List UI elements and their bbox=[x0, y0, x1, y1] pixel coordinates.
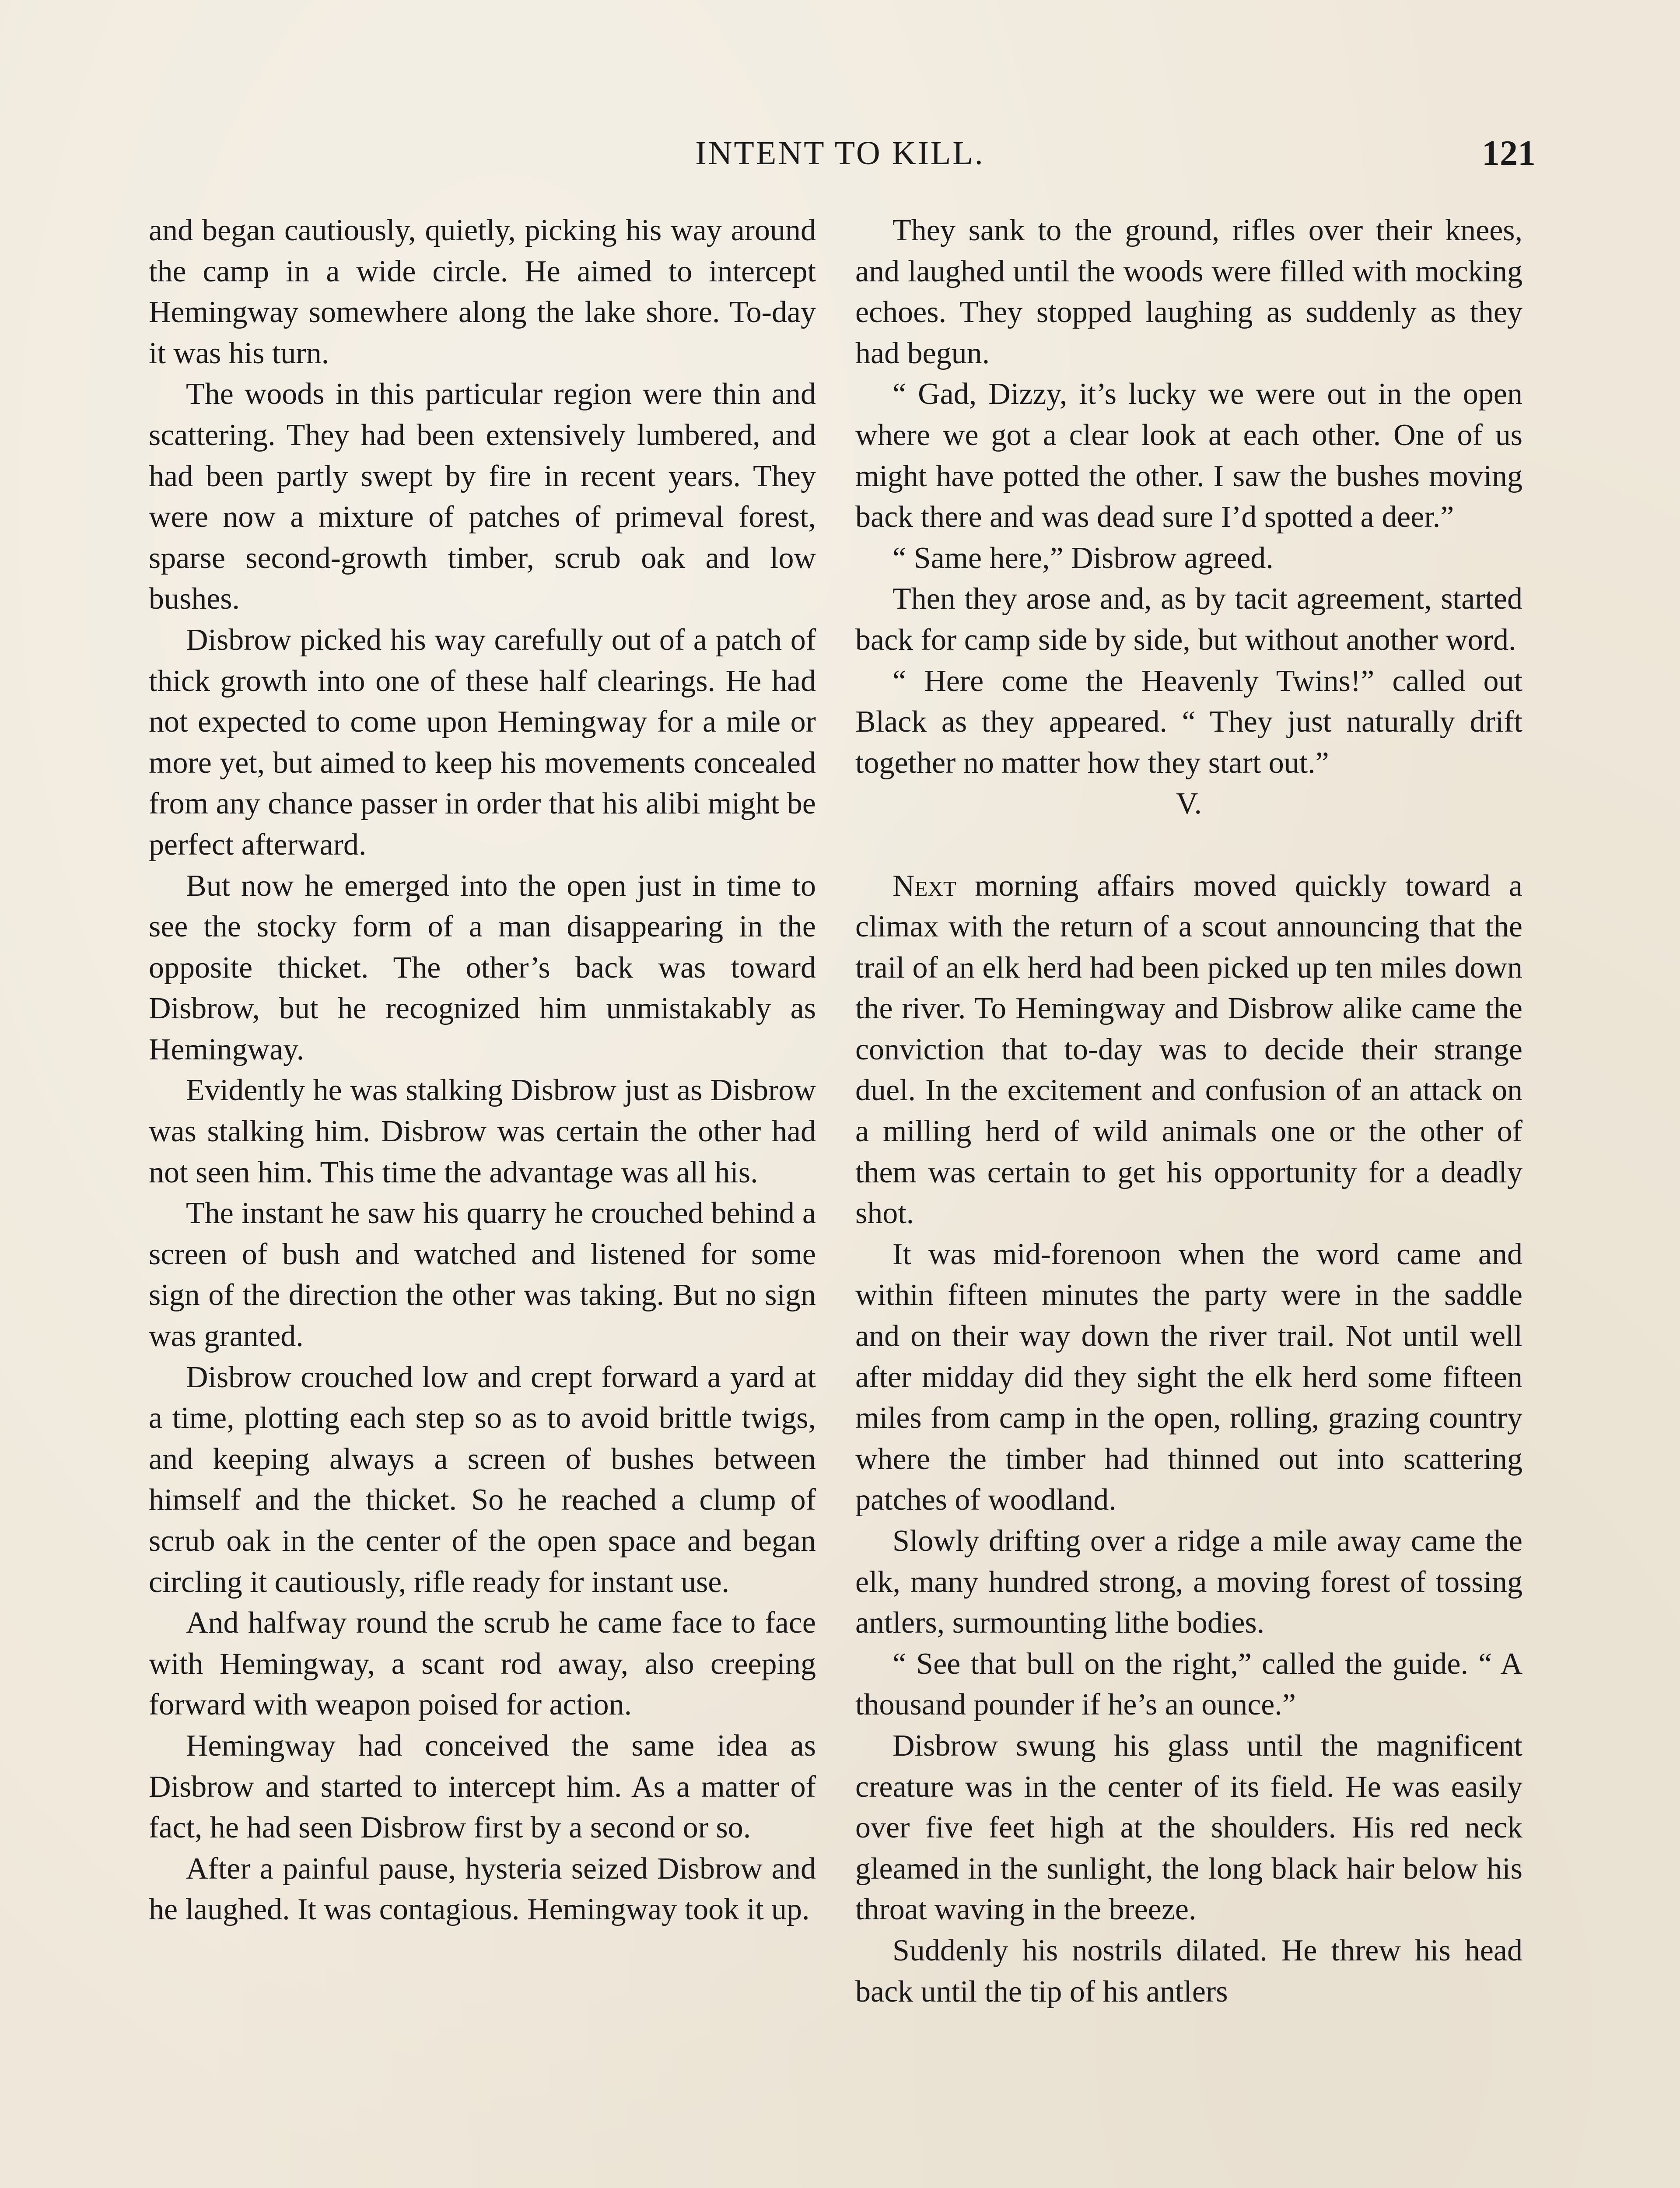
paragraph: After a painful pause, hysteria seized Disbrow and he laughed. It was contagious. Hemingway took it up. bbox=[149, 1851, 816, 1927]
paragraph: “ See that bull on the right,” called the guide. “ A thousand pounder if he’s an ounce.” bbox=[855, 1647, 1522, 1722]
paragraph: Suddenly his nostrils dilated. He threw his head back until the tip of his antlers bbox=[855, 1933, 1522, 2009]
paragraph: “ Here come the Heavenly Twins!” called out Black as they appeared. “ They just naturally drift together no matter how they start out.” bbox=[855, 664, 1522, 780]
paragraph: Disbrow crouched low and crept forward a yard at a time, plotting each step so as to avoid brittle twigs, and keeping always a screen of bushes between himself and the thicket. So he reached a clump of scrub oak in the center of the open space and began circling it cautiously, rifle ready for instant use. bbox=[149, 1360, 816, 1599]
paragraph: Disbrow picked his way carefully out of a patch of thick growth into one of these half clearings. He had not expected to come upon Hemingway for a mile or more yet, but aimed to keep his movements concealed from any chance passer in order that his alibi might be perfect afterward. bbox=[149, 623, 816, 862]
paragraph: The woods in this particular region were thin and scattering. They had been extensively lumbered, and had been partly swept by fire in recent years. They were now a mixture of patches of primeval forest, sparse second-growth timber, scrub oak and low bushes. bbox=[149, 377, 816, 616]
paragraph: Hemingway had conceived the same idea as Disbrow and started to intercept him. As a matter of fact, he had seen Disbrow first by a second or so. bbox=[149, 1729, 816, 1845]
running-head bbox=[0, 129, 1680, 177]
paragraph-text: morning affairs moved quickly toward a climax with the return of a scout announcing that the trail of an elk herd had been picked up ten miles down the river. To Hemingway and Disbrow alike came the conviction that to-day was to decide their strange duel. In the excitement and confusion of an attack on a milling herd of wild animals one or the other of them was certain to get his opportunity for a deadly shot. bbox=[855, 869, 1522, 1231]
page-number: 121 bbox=[1482, 133, 1536, 173]
right-column bbox=[855, 210, 1522, 2012]
paragraph: Then they arose and, as by tacit agreement, started back for camp side by side, but without another word. bbox=[855, 582, 1522, 657]
paragraph: Disbrow swung his glass until the magnificent creature was in the center of its field. He was easily over five feet high at the shoulders. His red neck gleamed in the sunlight, the long black hair below his throat waving in the breeze. bbox=[855, 1729, 1522, 1927]
paragraph bbox=[855, 866, 1522, 1234]
paragraph: Slowly drifting over a ridge a mile away came the elk, many hundred strong, a moving forest of tossing antlers, surmounting lithe bodies. bbox=[855, 1524, 1522, 1640]
paragraph: and began cautiously, quietly, picking his way around the camp in a wide circle. He aimed to intercept Hemingway somewhere along the lake shore. To-day it was his turn. bbox=[149, 214, 816, 370]
running-title: INTENT TO KILL. bbox=[695, 135, 985, 172]
paragraph: The instant he saw his quarry he crouched behind a screen of bush and watched and listened for some sign of the direction the other was taking. But no sign was granted. bbox=[149, 1196, 816, 1353]
paragraph: But now he emerged into the open just in time to see the stocky form of a man disappearing in the opposite thicket. The other’s back was toward Disbrow, but he recognized him unmistakably as Hemingway. bbox=[149, 869, 816, 1066]
paragraph: They sank to the ground, rifles over their knees, and laughed until the woods were filled with mocking echoes. They stopped laughing as suddenly as they had begun. bbox=[855, 214, 1522, 370]
paragraph: Evidently he was stalking Disbrow just as Disbrow was stalking him. Disbrow was certain the other had not seen him. This time the advantage was all his. bbox=[149, 1073, 816, 1189]
paragraph: “ Same here,” Disbrow agreed. bbox=[892, 541, 1274, 575]
paragraph: And halfway round the scrub he came face to face with Hemingway, a scant rod away, also creeping forward with weapon poised for action. bbox=[149, 1606, 816, 1722]
opening-word: Next bbox=[892, 869, 956, 903]
paragraph: It was mid-forenoon when the word came and within fifteen minutes the party were in the saddle and on their way down the river trail. Not until well after midday did they sight the elk herd some fifteen miles from camp in the open, rolling, grazing country where the timber had thinned out into scattering patches of woodland. bbox=[855, 1237, 1522, 1517]
paragraph: “ Gad, Dizzy, it’s lucky we were out in the open where we got a clear look at each other. One of us might have potted the other. I saw the bushes moving back there and was dead sure I’d spotted a deer.” bbox=[855, 377, 1522, 534]
left-column bbox=[149, 210, 816, 1930]
section-numeral: V. bbox=[1176, 787, 1202, 821]
